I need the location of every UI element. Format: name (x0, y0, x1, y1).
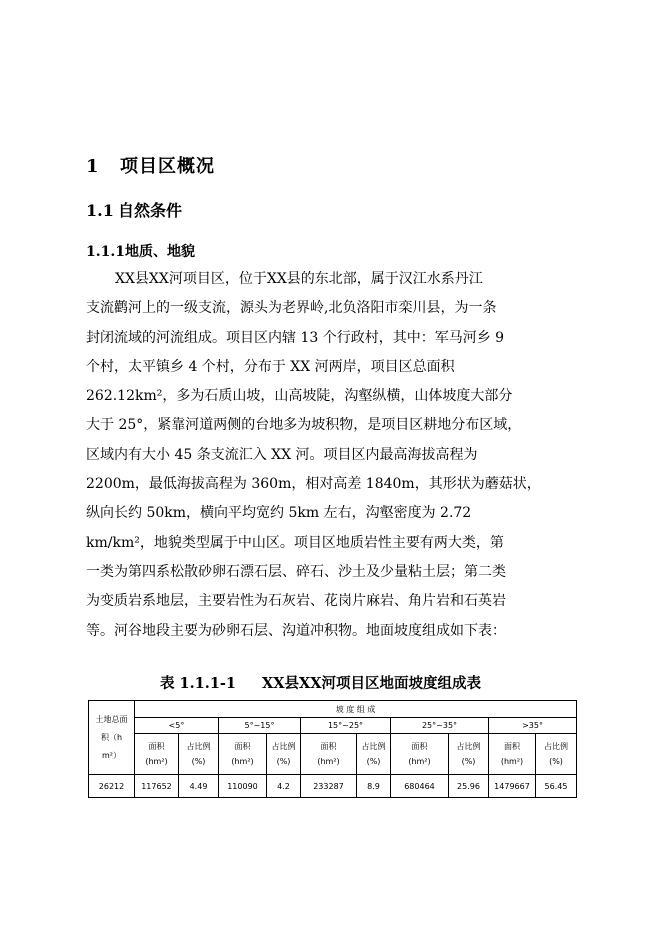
area-value: 680464 (391, 775, 449, 798)
slope-range: 5°~15° (219, 718, 301, 734)
paragraph-line: 262.12km²，多为石质山坡，山高坡陡，沟壑纵横，山体坡度大部分 (86, 388, 513, 405)
area-label: 面积 (320, 742, 337, 751)
ratio-label: 占比例 (361, 742, 386, 751)
subsubsection-heading (86, 241, 195, 261)
ratio-label: 占比例 (271, 742, 296, 751)
area-sub-header (135, 734, 179, 775)
sub-header-row (89, 734, 577, 775)
paragraph-line: 一类为第四系松散砂卵石漂石层、碎石、沙土及少量粘土层；第二类 (86, 563, 506, 580)
ratio-value: 4.2 (267, 775, 301, 798)
subsubsection-number: 1.1.1 (86, 244, 125, 260)
ratio-label: 占比例 (544, 742, 568, 751)
total-area-header-line: 积（h (100, 732, 123, 742)
area-sub-header (219, 734, 267, 775)
total-area-value: 26212 (89, 775, 135, 798)
ratio-value: 8.9 (357, 775, 391, 798)
subsection-heading (86, 198, 182, 221)
slope-range-row (89, 718, 577, 734)
ratio-sub-header (357, 734, 391, 775)
slope-range: <5° (135, 718, 219, 734)
area-sub-header (489, 734, 536, 775)
ratio-value: 4.49 (179, 775, 219, 798)
ratio-unit: (%) (461, 757, 476, 766)
area-unit: (hm²) (145, 757, 168, 766)
ratio-value: 56.45 (536, 775, 577, 798)
table-header-row (89, 701, 577, 718)
slope-range: 25°~35° (391, 718, 489, 734)
paragraph-line: 个村，太平镇乡 4 个村，分布于 XX 河两岸，项目区总面积 (86, 358, 455, 375)
total-area-header-line: m²） (102, 750, 121, 760)
table-caption-title: XX县XX河项目区地面坡度组成表 (262, 675, 481, 692)
ratio-label: 占比例 (186, 742, 211, 751)
ratio-label: 占比例 (456, 742, 481, 751)
ratio-value: 25.96 (449, 775, 489, 798)
total-area-header (89, 701, 135, 775)
area-label: 面积 (411, 742, 428, 751)
area-label: 面积 (234, 742, 251, 751)
area-sub-header (391, 734, 449, 775)
paragraph-line: 支流鹳河上的一级支流，源头为老界岭,北负洛阳市栾川县，为一条 (86, 300, 497, 317)
paragraph-line: 2200m，最低海拔高程为 360m，相对高差 1840m，其形状为蘑菇状， (86, 476, 541, 493)
area-value: 233287 (301, 775, 357, 798)
paragraph-line: 纵向长约 50km，横向平均宽约 5km 左右，沟壑密度为 2.72 (86, 505, 472, 522)
table-caption-number: 表 1.1.1-1 (160, 675, 237, 692)
area-unit: (hm²) (408, 757, 431, 766)
ratio-sub-header (536, 734, 577, 775)
ratio-sub-header (267, 734, 301, 775)
area-sub-header (301, 734, 357, 775)
ratio-unit: (%) (366, 757, 381, 766)
area-label: 面积 (504, 742, 520, 751)
area-unit: (hm²) (317, 757, 340, 766)
ratio-unit: (%) (191, 757, 206, 766)
ratio-unit: (%) (549, 757, 563, 766)
ratio-unit: (%) (276, 757, 291, 766)
paragraph-line: 为变质岩系地层，主要岩性为石灰岩、花岗片麻岩、角片岩和石英岩 (86, 593, 506, 610)
slope-composition-table (88, 700, 577, 798)
paragraph-line: 等。河谷地段主要为砂卵石层、沟道冲积物。地面坡度组成如下表： (86, 622, 506, 639)
area-value: 1479667 (489, 775, 536, 798)
section-heading (86, 152, 215, 178)
area-unit: (hm²) (500, 757, 524, 766)
section-title: 项目区概况 (120, 156, 215, 177)
table-caption (160, 672, 481, 693)
ratio-sub-header (179, 734, 219, 775)
paragraph-line: km/km²，地貌类型属于中山区。项目区地质岩性主要有两大类，第 (86, 534, 504, 551)
slope-range: >35° (489, 718, 577, 734)
subsection-number: 1.1 (86, 201, 114, 220)
subsubsection-title: 地质、地貌 (124, 244, 195, 260)
section-number: 1 (86, 156, 100, 177)
ratio-sub-header (449, 734, 489, 775)
area-label: 面积 (148, 742, 165, 751)
slope-group-header: 坡 度 组 成 (135, 701, 577, 718)
paragraph-line: 封闭流域的河流组成。项目区内辖 13 个行政村，其中：军马河乡 9 (86, 329, 505, 346)
slope-range: 15°~25° (301, 718, 391, 734)
table-row (89, 775, 577, 798)
paragraph-line: 大于 25°，紧靠河道两侧的台地多为坡积物，是项目区耕地分布区域， (86, 417, 522, 434)
area-value: 110090 (219, 775, 267, 798)
total-area-header-line: 土地总面 (95, 714, 128, 724)
area-value: 117652 (135, 775, 179, 798)
paragraph-line: XX县XX河项目区，位于XX县的东北部，属于汉江水系丹江 (115, 271, 483, 287)
area-unit: (hm²) (231, 757, 254, 766)
body-paragraph (86, 265, 554, 646)
subsection-title: 自然条件 (118, 201, 183, 220)
paragraph-line: 区域内有大小 45 条支流汇入 XX 河。项目区内最高海拔高程为 (86, 446, 478, 463)
